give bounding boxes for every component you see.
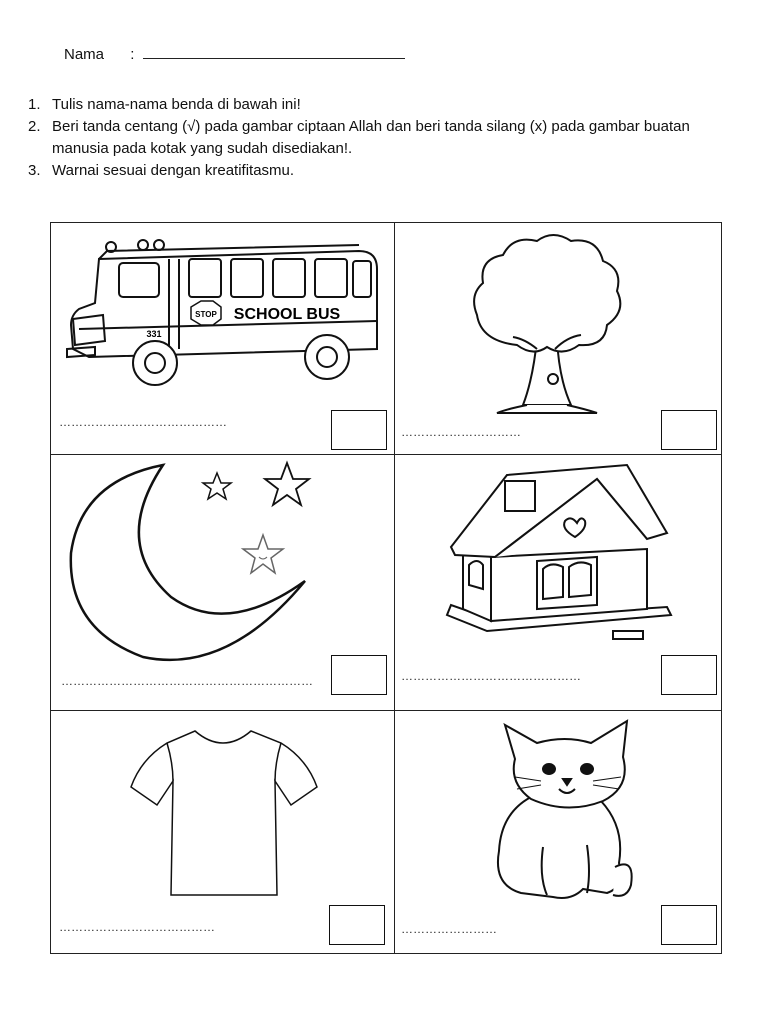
- name-colon: :: [130, 46, 135, 63]
- cell-school-bus: [51, 223, 394, 454]
- school-bus-picture: [59, 229, 379, 389]
- instruction-text: Warnai sesuai dengan kreatifitasmu.: [52, 162, 295, 179]
- name-line: [64, 44, 405, 63]
- moon-and-stars-picture: [67, 461, 327, 661]
- instruction-item: [28, 94, 728, 116]
- house-picture: [447, 465, 671, 665]
- instruction-number: 3.: [28, 162, 41, 179]
- cell-kitten: [395, 711, 723, 955]
- answer-line[interactable]: ………………………………………: [401, 669, 581, 683]
- answer-line[interactable]: …………………………: [401, 425, 521, 439]
- star: [265, 463, 309, 505]
- instruction-item: [28, 116, 728, 160]
- answer-line[interactable]: ……………………: [401, 922, 497, 936]
- answer-box[interactable]: [661, 905, 717, 945]
- answer-box[interactable]: [661, 410, 717, 450]
- answer-box[interactable]: [331, 410, 387, 450]
- answer-line[interactable]: …………………………………: [59, 920, 215, 934]
- name-label: Nama: [64, 46, 105, 63]
- answer-line[interactable]: ……………………………………: [59, 415, 227, 429]
- tree-picture: [467, 229, 627, 419]
- stop-sign-text: STOP: [195, 310, 217, 319]
- bus-number: 331: [146, 329, 162, 339]
- kitten-picture: [491, 717, 639, 901]
- instruction-number: 1.: [28, 96, 41, 113]
- answer-box[interactable]: [661, 655, 717, 695]
- cell-t-shirt: [51, 711, 394, 955]
- cell-tree: [395, 223, 723, 454]
- instruction-item: [28, 160, 728, 182]
- cell-house: [395, 455, 723, 710]
- instructions-list: [28, 94, 728, 182]
- smiling-star: [243, 535, 283, 573]
- cell-moon-and-stars: [51, 455, 394, 710]
- instruction-text: Tulis nama-nama benda di bawah ini!: [52, 96, 301, 113]
- answer-box[interactable]: [331, 655, 387, 695]
- answer-line[interactable]: ………………………………………………………: [61, 674, 313, 688]
- bus-label: SCHOOL BUS: [233, 306, 341, 323]
- name-blank[interactable]: [143, 44, 405, 59]
- instruction-number: 2.: [28, 118, 41, 135]
- answer-box[interactable]: [329, 905, 385, 945]
- small-star: [203, 473, 231, 499]
- instruction-text: Beri tanda centang (√) pada gambar ciptaan Allah dan beri tanda silang (x) pada gambar buatan manusia pada kotak yang sudah disediakan!.: [52, 118, 690, 157]
- worksheet-grid: [50, 222, 722, 954]
- stop-sign: [191, 301, 221, 325]
- t-shirt-picture: [131, 729, 317, 899]
